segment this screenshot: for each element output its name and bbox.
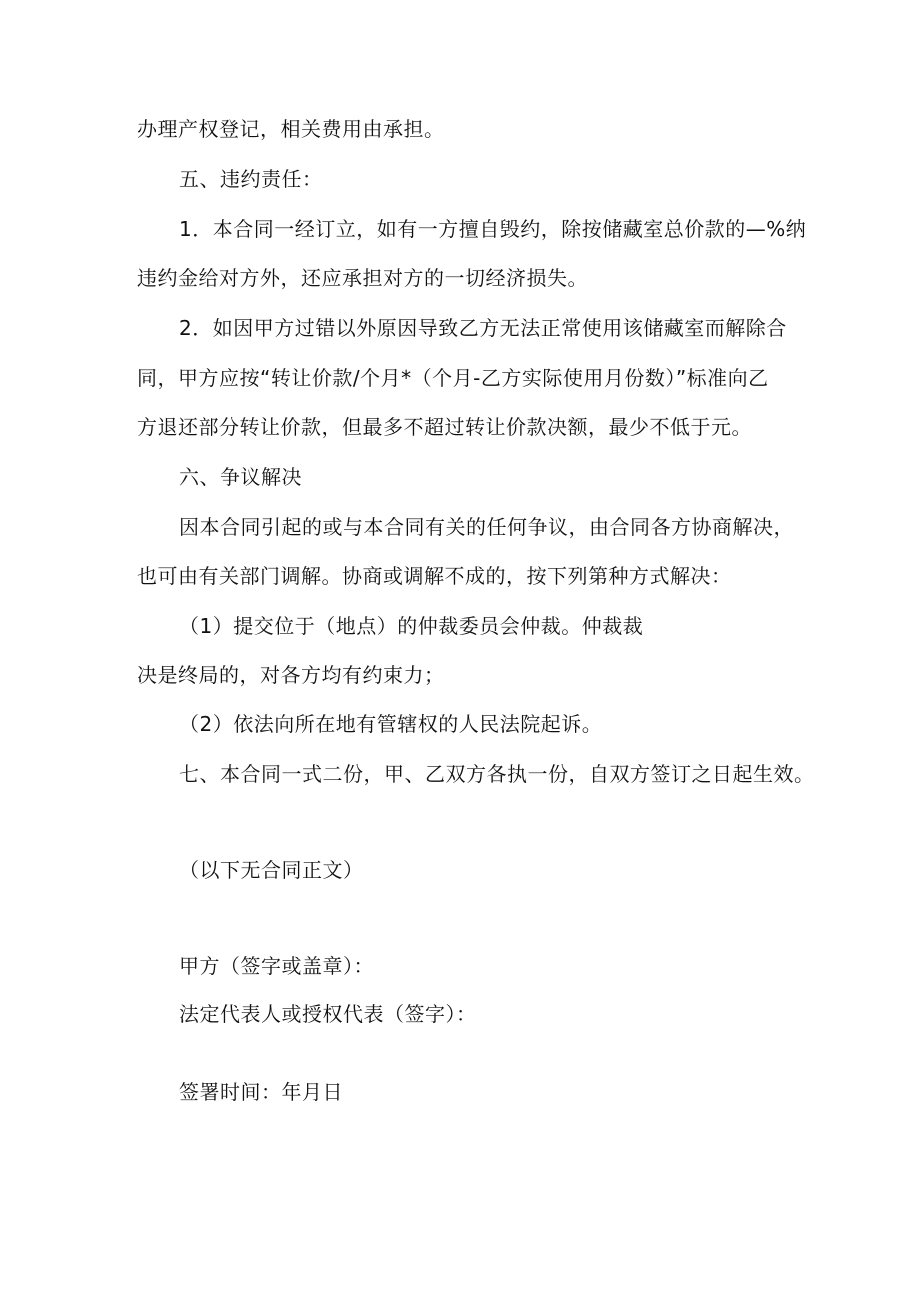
dispute-option-1-line-1: （1）提交位于（地点）的仲裁委员会仲裁。仲裁裁 xyxy=(179,614,644,638)
clause-1-line-2: 违约金给对方外，还应承担对方的一切经济损失。 xyxy=(137,266,588,290)
section-heading-dispute: 六、争议解决 xyxy=(179,465,302,489)
section-heading-breach: 五、违约责任： xyxy=(179,167,323,191)
clause-1-line-1: 1．本合同一经订立，如有一方擅自毁约，除按储藏室总价款的—%纳 xyxy=(179,217,807,241)
legal-representative-signature-label: 法定代表人或授权代表（签字）： xyxy=(179,1002,477,1026)
dispute-line-1: 因本合同引起的或与本合同有关的任何争议，由合同各方协商解决， xyxy=(179,515,794,539)
party-a-signature-label: 甲方（签字或盖章）： xyxy=(179,954,374,978)
text-line-registration: 办理产权登记，相关费用由承担。 xyxy=(137,117,445,141)
clause-2-line-2: 同，甲方应按“转让价款/个月*（个月-乙方实际使用月份数）”标准向乙 xyxy=(137,366,769,390)
dispute-option-1-line-2: 决是终局的，对各方均有约束力； xyxy=(137,663,445,687)
clause-2-line-3: 方退还部分转让价款，但最多不超过转让价款决额，最少不低于元。 xyxy=(137,415,752,439)
clause-2-line-1: 2．如因甲方过错以外原因导致乙方无法正常使用该储藏室而解除合 xyxy=(179,316,787,340)
no-further-text-note: （以下无合同正文） xyxy=(179,858,364,882)
signing-date-label: 签署时间：年月日 xyxy=(179,1080,343,1104)
dispute-line-2: 也可由有关部门调解。协商或调解不成的，按下列第种方式解决： xyxy=(137,564,732,588)
section-effectiveness: 七、本合同一式二份，甲、乙双方各执一份，自双方签订之日起生效。 xyxy=(179,762,815,786)
dispute-option-2: （2）依法向所在地有管辖权的人民法院起诉。 xyxy=(179,712,603,736)
